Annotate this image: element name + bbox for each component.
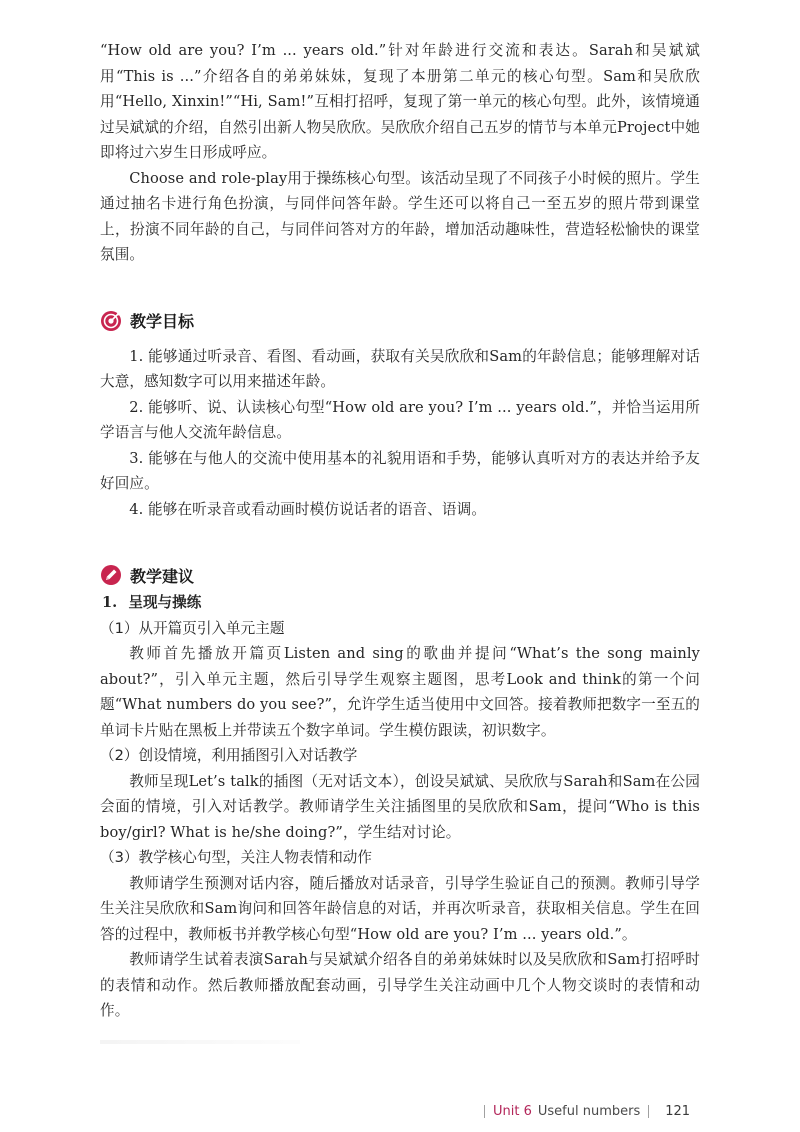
- step-paragraph: 教师请学生试着表演Sarah与吴斌斌介绍各自的弟弟妹妹时以及吴欣欣和Sam打招呼时的表情和动作。然后教师播放配套动画，引导学生关注动画中几个人物交谈时的表情和动作。: [100, 951, 700, 1019]
- part-title: 呈现与操练: [128, 594, 202, 611]
- page-number: 121: [665, 1103, 691, 1119]
- footer-divider: [484, 1105, 485, 1118]
- goal-item: 1. 能够通过听录音、看图、看动画，获取有关吴欣欣和Sam的年龄信息；能够理解对话大意，感知数字可以用来描述年龄。: [100, 347, 700, 390]
- goal-item: 3. 能够在与他人的交流中使用基本的礼貌用语和手势，能够认真听对方的表达并给予友好回应。: [100, 449, 700, 492]
- goals-section-title: [100, 306, 700, 336]
- part-heading: [100, 590, 700, 616]
- step-paragraph: 教师呈现Let’s talk的插图（无对话文本），创设吴斌斌、吴欣欣与Sarah和Sam在公园会面的情境，引入对话教学。教师请学生关注插图里的吴欣欣和Sam，提问“Who is this boy/girl? What is he/she doing?”，学生结对讨论。: [100, 772, 700, 841]
- page-content: [100, 38, 700, 1024]
- intro-paragraph: Choose and role-play用于操练核心句型。该活动呈现了不同孩子小时候的照片。学生通过抽名卡进行角色扮演，与同伴问答年龄。学生还可以将自己一至五岁的照片带到课堂上，扮演不同年龄的自己，与同伴问答对方的年龄，增加活动趣味性，营造轻松愉快的课堂氛围。: [100, 169, 700, 263]
- step-heading: （2）创设情境，利用插图引入对话教学: [100, 747, 358, 764]
- pencil-icon: [100, 564, 122, 586]
- step-paragraph: 教师请学生预测对话内容，随后播放对话录音，引导学生验证自己的预测。教师引导学生关注吴欣欣和Sam询问和回答年龄信息的对话，并再次听录音，获取相关信息。学生在回答的过程中，教师板书并教学核心句型“How old are you? I’m ... years old.”。: [100, 874, 700, 943]
- intro-paragraph: “How old are you? I’m ... years old.”针对年龄进行交流和表达。Sarah和吴斌斌用“This is ...”介绍各自的弟弟妹妹，复现了本册第二单元的核心句型。Sam和吴欣欣用“Hello, Xinxin!”“Hi, Sam!”互相打招呼，复现了第一单元的核心句型。此外，该情境通过吴斌斌的介绍，自然引出新人物吴欣欣。吴欣欣介绍自己五岁的情节与本单元Project中她即将过六岁生日形成呼应。: [100, 42, 700, 161]
- page-footer: [476, 1101, 690, 1121]
- goal-item: 2. 能够听、说、认读核心句型“How old are you? I’m ... years old.”，并恰当运用所学语言与他人交流年龄信息。: [100, 398, 700, 441]
- suggestions-heading: 教学建议: [130, 566, 195, 586]
- goals-heading: 教学目标: [130, 312, 195, 331]
- footer-divider: [648, 1105, 649, 1118]
- step-heading: （3）教学核心句型，关注人物表情和动作: [100, 849, 372, 866]
- goal-item: 4. 能够在听录音或看动画时模仿说话者的语音、语调。: [129, 500, 487, 518]
- part-number: 1.: [102, 594, 118, 611]
- scan-artifact: [100, 1040, 300, 1044]
- target-icon: [100, 310, 122, 332]
- footer-unit: Unit 6: [493, 1103, 532, 1119]
- suggestions-section-title: [100, 560, 700, 590]
- step-paragraph: 教师首先播放开篇页Listen and sing的歌曲并提问“What’s the song mainly about?”，引入单元主题，然后引导学生观察主题图，思考Look and think的第一个问题“What numbers do you see?”，允许学生适当使用中文回答。接着教师把数字一至五的单词卡片贴在黑板上并带读五个数字单词。学生模仿跟读，初识数字。: [100, 645, 700, 739]
- footer-unit-title: Useful numbers: [537, 1103, 641, 1119]
- step-heading: （1）从开篇页引入单元主题: [100, 619, 285, 637]
